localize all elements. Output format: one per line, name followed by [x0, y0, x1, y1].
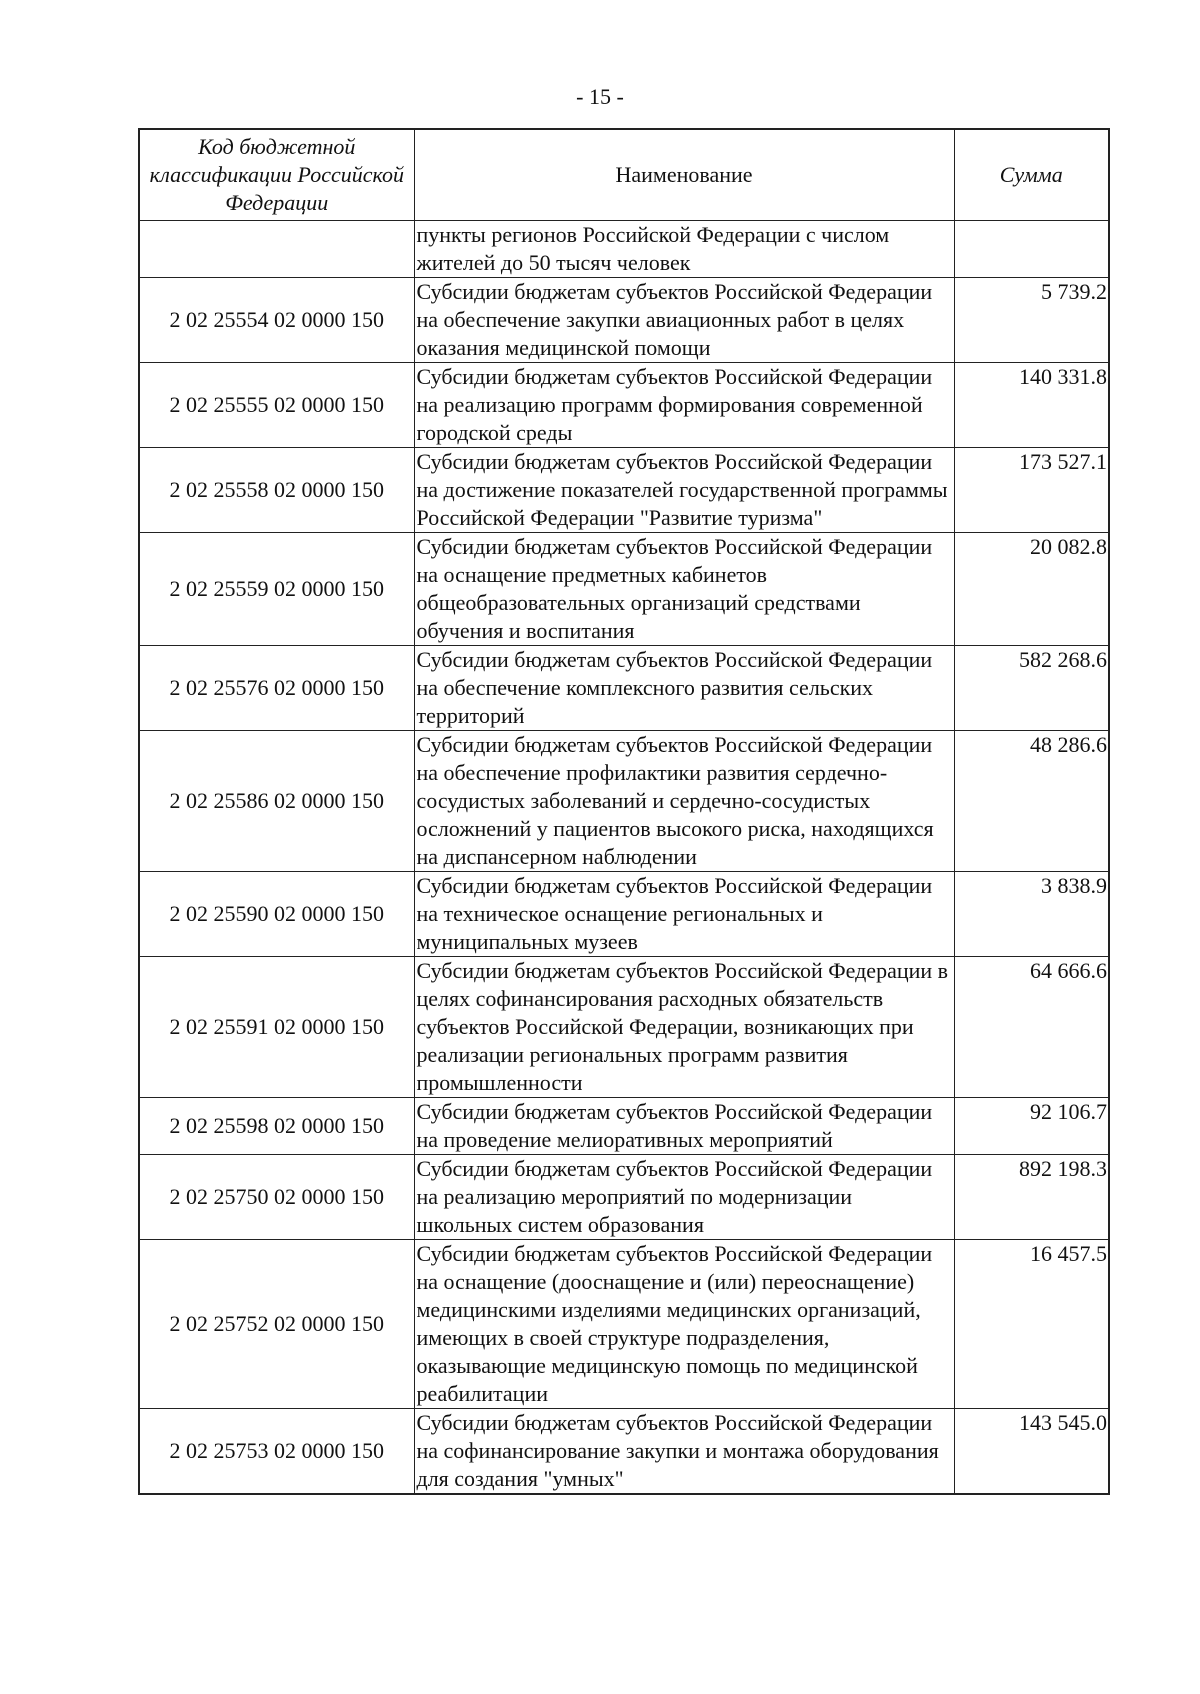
- table-row: [139, 1155, 1109, 1240]
- row-name: Субсидии бюджетам субъектов Российской Федерации на реализацию программ формирования современной городской среды: [414, 363, 954, 448]
- row-sum: 16 457.5: [954, 1240, 1109, 1409]
- row-name: Субсидии бюджетам субъектов Российской Федерации на техническое оснащение региональных и муниципальных музеев: [414, 872, 954, 957]
- header-code: Код бюджетной классификации Российской Федерации: [139, 129, 414, 221]
- row-code: 2 02 25753 02 0000 150: [139, 1409, 414, 1495]
- table-header-row: [139, 129, 1109, 221]
- row-name: Субсидии бюджетам субъектов Российской Федерации на достижение показателей государственной программы Российской Федерации "Развитие туризма": [414, 448, 954, 533]
- row-name: Субсидии бюджетам субъектов Российской Федерации на проведение мелиоративных мероприятий: [414, 1098, 954, 1155]
- row-name: Субсидии бюджетам субъектов Российской Федерации на обеспечение комплексного развития сельских территорий: [414, 646, 954, 731]
- row-sum: 892 198.3: [954, 1155, 1109, 1240]
- row-code: 2 02 25558 02 0000 150: [139, 448, 414, 533]
- row-sum: 3 838.9: [954, 872, 1109, 957]
- table-row: [139, 448, 1109, 533]
- row-code: 2 02 25576 02 0000 150: [139, 646, 414, 731]
- table-row: [139, 363, 1109, 448]
- row-sum: 173 527.1: [954, 448, 1109, 533]
- table-row: [139, 646, 1109, 731]
- row-code: 2 02 25750 02 0000 150: [139, 1155, 414, 1240]
- row-name: Субсидии бюджетам субъектов Российской Федерации на оснащение (дооснащение и (или) переоснащение) медицинскими изделиями медицинских организаций, имеющих в своей структуре подразделения, оказывающие медицинскую помощь по медицинской реабилитации: [414, 1240, 954, 1409]
- table-row: [139, 278, 1109, 363]
- row-code: 2 02 25555 02 0000 150: [139, 363, 414, 448]
- row-code: 2 02 25586 02 0000 150: [139, 731, 414, 872]
- row-name: пункты регионов Российской Федерации с числом жителей до 50 тысяч человек: [414, 221, 954, 278]
- budget-table: [138, 128, 1110, 1495]
- row-sum: 582 268.6: [954, 646, 1109, 731]
- row-sum: 140 331.8: [954, 363, 1109, 448]
- page-number: - 15 -: [576, 84, 624, 109]
- table-row: [139, 731, 1109, 872]
- row-code: 2 02 25554 02 0000 150: [139, 278, 414, 363]
- row-sum: 48 286.6: [954, 731, 1109, 872]
- row-sum: 92 106.7: [954, 1098, 1109, 1155]
- row-name: Субсидии бюджетам субъектов Российской Федерации в целях софинансирования расходных обязательств субъектов Российской Федерации, возникающих при реализации региональных программ развития промышленности: [414, 957, 954, 1098]
- row-name: Субсидии бюджетам субъектов Российской Федерации на обеспечение профилактики развития сердечно-сосудистых заболеваний и сердечно-сосудистых осложнений у пациентов высокого риска, находящихся на диспансерном наблюдении: [414, 731, 954, 872]
- row-name: Субсидии бюджетам субъектов Российской Федерации на оснащение предметных кабинетов общеобразовательных организаций средствами обучения и воспитания: [414, 533, 954, 646]
- row-code: 2 02 25598 02 0000 150: [139, 1098, 414, 1155]
- table-row: [139, 1240, 1109, 1409]
- header-sum: Сумма: [954, 129, 1109, 221]
- row-code: 2 02 25590 02 0000 150: [139, 872, 414, 957]
- table-row: [139, 957, 1109, 1098]
- row-sum: 143 545.0: [954, 1409, 1109, 1495]
- row-name: Субсидии бюджетам субъектов Российской Федерации на обеспечение закупки авиационных работ в целях оказания медицинской помощи: [414, 278, 954, 363]
- table-row: [139, 1098, 1109, 1155]
- table-row: [139, 1409, 1109, 1495]
- row-name: Субсидии бюджетам субъектов Российской Федерации на софинансирование закупки и монтажа оборудования для создания "умных": [414, 1409, 954, 1495]
- row-sum: [954, 221, 1109, 278]
- row-name: Субсидии бюджетам субъектов Российской Федерации на реализацию мероприятий по модернизации школьных систем образования: [414, 1155, 954, 1240]
- row-code: 2 02 25559 02 0000 150: [139, 533, 414, 646]
- row-code: 2 02 25591 02 0000 150: [139, 957, 414, 1098]
- row-code: 2 02 25752 02 0000 150: [139, 1240, 414, 1409]
- row-sum: 64 666.6: [954, 957, 1109, 1098]
- table-row: [139, 533, 1109, 646]
- row-sum: 20 082.8: [954, 533, 1109, 646]
- header-name: Наименование: [414, 129, 954, 221]
- row-code: [139, 221, 414, 278]
- table-row: [139, 221, 1109, 278]
- table-row: [139, 872, 1109, 957]
- row-sum: 5 739.2: [954, 278, 1109, 363]
